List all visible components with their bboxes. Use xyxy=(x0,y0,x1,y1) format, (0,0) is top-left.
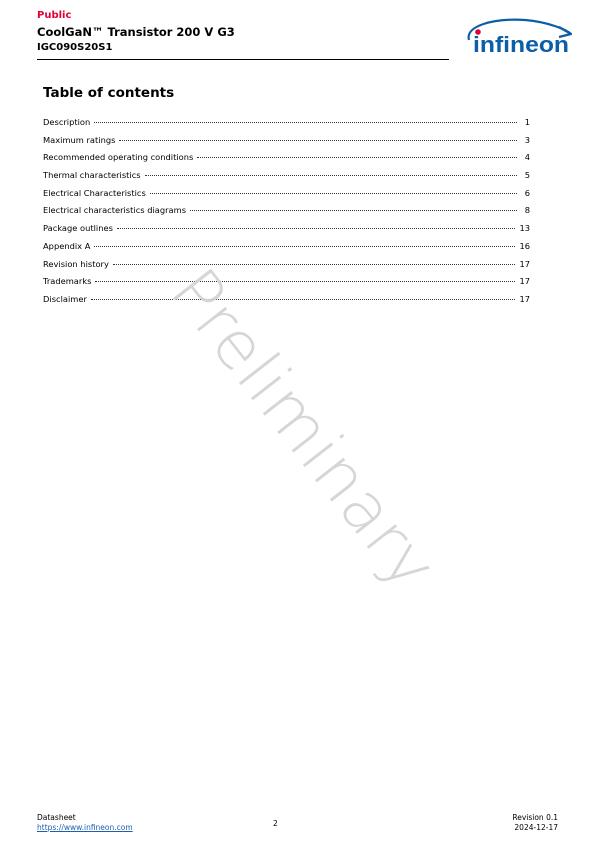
toc-entry[interactable] xyxy=(43,241,530,259)
toc-dot-leader xyxy=(197,157,517,158)
footer-page-number: 2 xyxy=(273,819,278,828)
toc-entry-page: 16 xyxy=(519,240,530,251)
toc-heading: Table of contents xyxy=(43,85,175,101)
toc-entry[interactable] xyxy=(43,170,530,188)
toc-list xyxy=(43,117,530,312)
classification-label: Public xyxy=(37,10,72,21)
infineon-logo xyxy=(463,18,575,62)
toc-entry-title: Maximum ratings xyxy=(43,134,116,145)
toc-dot-leader xyxy=(117,228,516,229)
toc-dot-leader xyxy=(113,264,516,265)
part-number: IGC090S20S1 xyxy=(37,42,113,53)
toc-entry-page: 5 xyxy=(524,170,530,181)
toc-entry-page: 17 xyxy=(519,293,530,304)
toc-entry-title: Revision history xyxy=(43,258,109,269)
toc-entry-page: 17 xyxy=(519,258,530,269)
toc-entry-page: 13 xyxy=(519,223,530,234)
toc-dot-leader xyxy=(150,193,517,194)
toc-dot-leader xyxy=(145,175,517,176)
toc-dot-leader xyxy=(190,210,517,211)
toc-entry-title: Description xyxy=(43,117,91,127)
toc-entry-page: 4 xyxy=(524,152,530,163)
footer-left xyxy=(37,813,133,833)
toc-entry-page: 6 xyxy=(524,187,530,198)
toc-entry-page: 8 xyxy=(524,205,530,216)
toc-entry-title: Trademarks xyxy=(43,276,92,287)
toc-entry-title: Thermal characteristics xyxy=(43,170,141,181)
toc-entry-title: Electrical Characteristics xyxy=(43,187,146,198)
toc-entry[interactable] xyxy=(43,135,530,153)
toc-entry-page: 1 xyxy=(524,117,530,127)
toc-dot-leader xyxy=(94,122,517,123)
logo-text: infineon xyxy=(473,32,569,57)
toc-entry-page: 3 xyxy=(524,134,530,145)
toc-entry[interactable] xyxy=(43,117,530,135)
footer-right xyxy=(512,813,558,833)
product-title: CoolGaN™ Transistor 200 V G3 xyxy=(37,25,235,39)
toc-entry-title: Disclaimer xyxy=(43,293,87,304)
footer-revision: Revision 0.1 xyxy=(512,813,558,822)
toc-entry-page: 17 xyxy=(519,276,530,287)
toc-dot-leader xyxy=(119,140,517,141)
toc-entry[interactable] xyxy=(43,294,530,312)
toc-entry-title: Recommended operating conditions xyxy=(43,152,194,163)
toc-dot-leader xyxy=(95,281,515,282)
toc-entry-title: Electrical characteristics diagrams xyxy=(43,205,187,216)
toc-entry[interactable] xyxy=(43,259,530,277)
preliminary-watermark: Preliminary xyxy=(155,254,453,605)
toc-entry[interactable] xyxy=(43,223,530,241)
footer-url-link[interactable]: https://www.infineon.com xyxy=(37,823,133,832)
toc-dot-leader xyxy=(91,299,516,300)
toc-entry[interactable] xyxy=(43,276,530,294)
footer-doc-type: Datasheet xyxy=(37,813,76,822)
toc-entry-title: Package outlines xyxy=(43,223,113,234)
toc-entry[interactable] xyxy=(43,205,530,223)
header-divider xyxy=(37,59,449,60)
footer-date: 2024-12-17 xyxy=(514,823,558,832)
toc-entry[interactable] xyxy=(43,188,530,206)
toc-entry-title: Appendix A xyxy=(43,240,91,251)
toc-entry[interactable] xyxy=(43,152,530,170)
toc-dot-leader xyxy=(94,246,515,247)
